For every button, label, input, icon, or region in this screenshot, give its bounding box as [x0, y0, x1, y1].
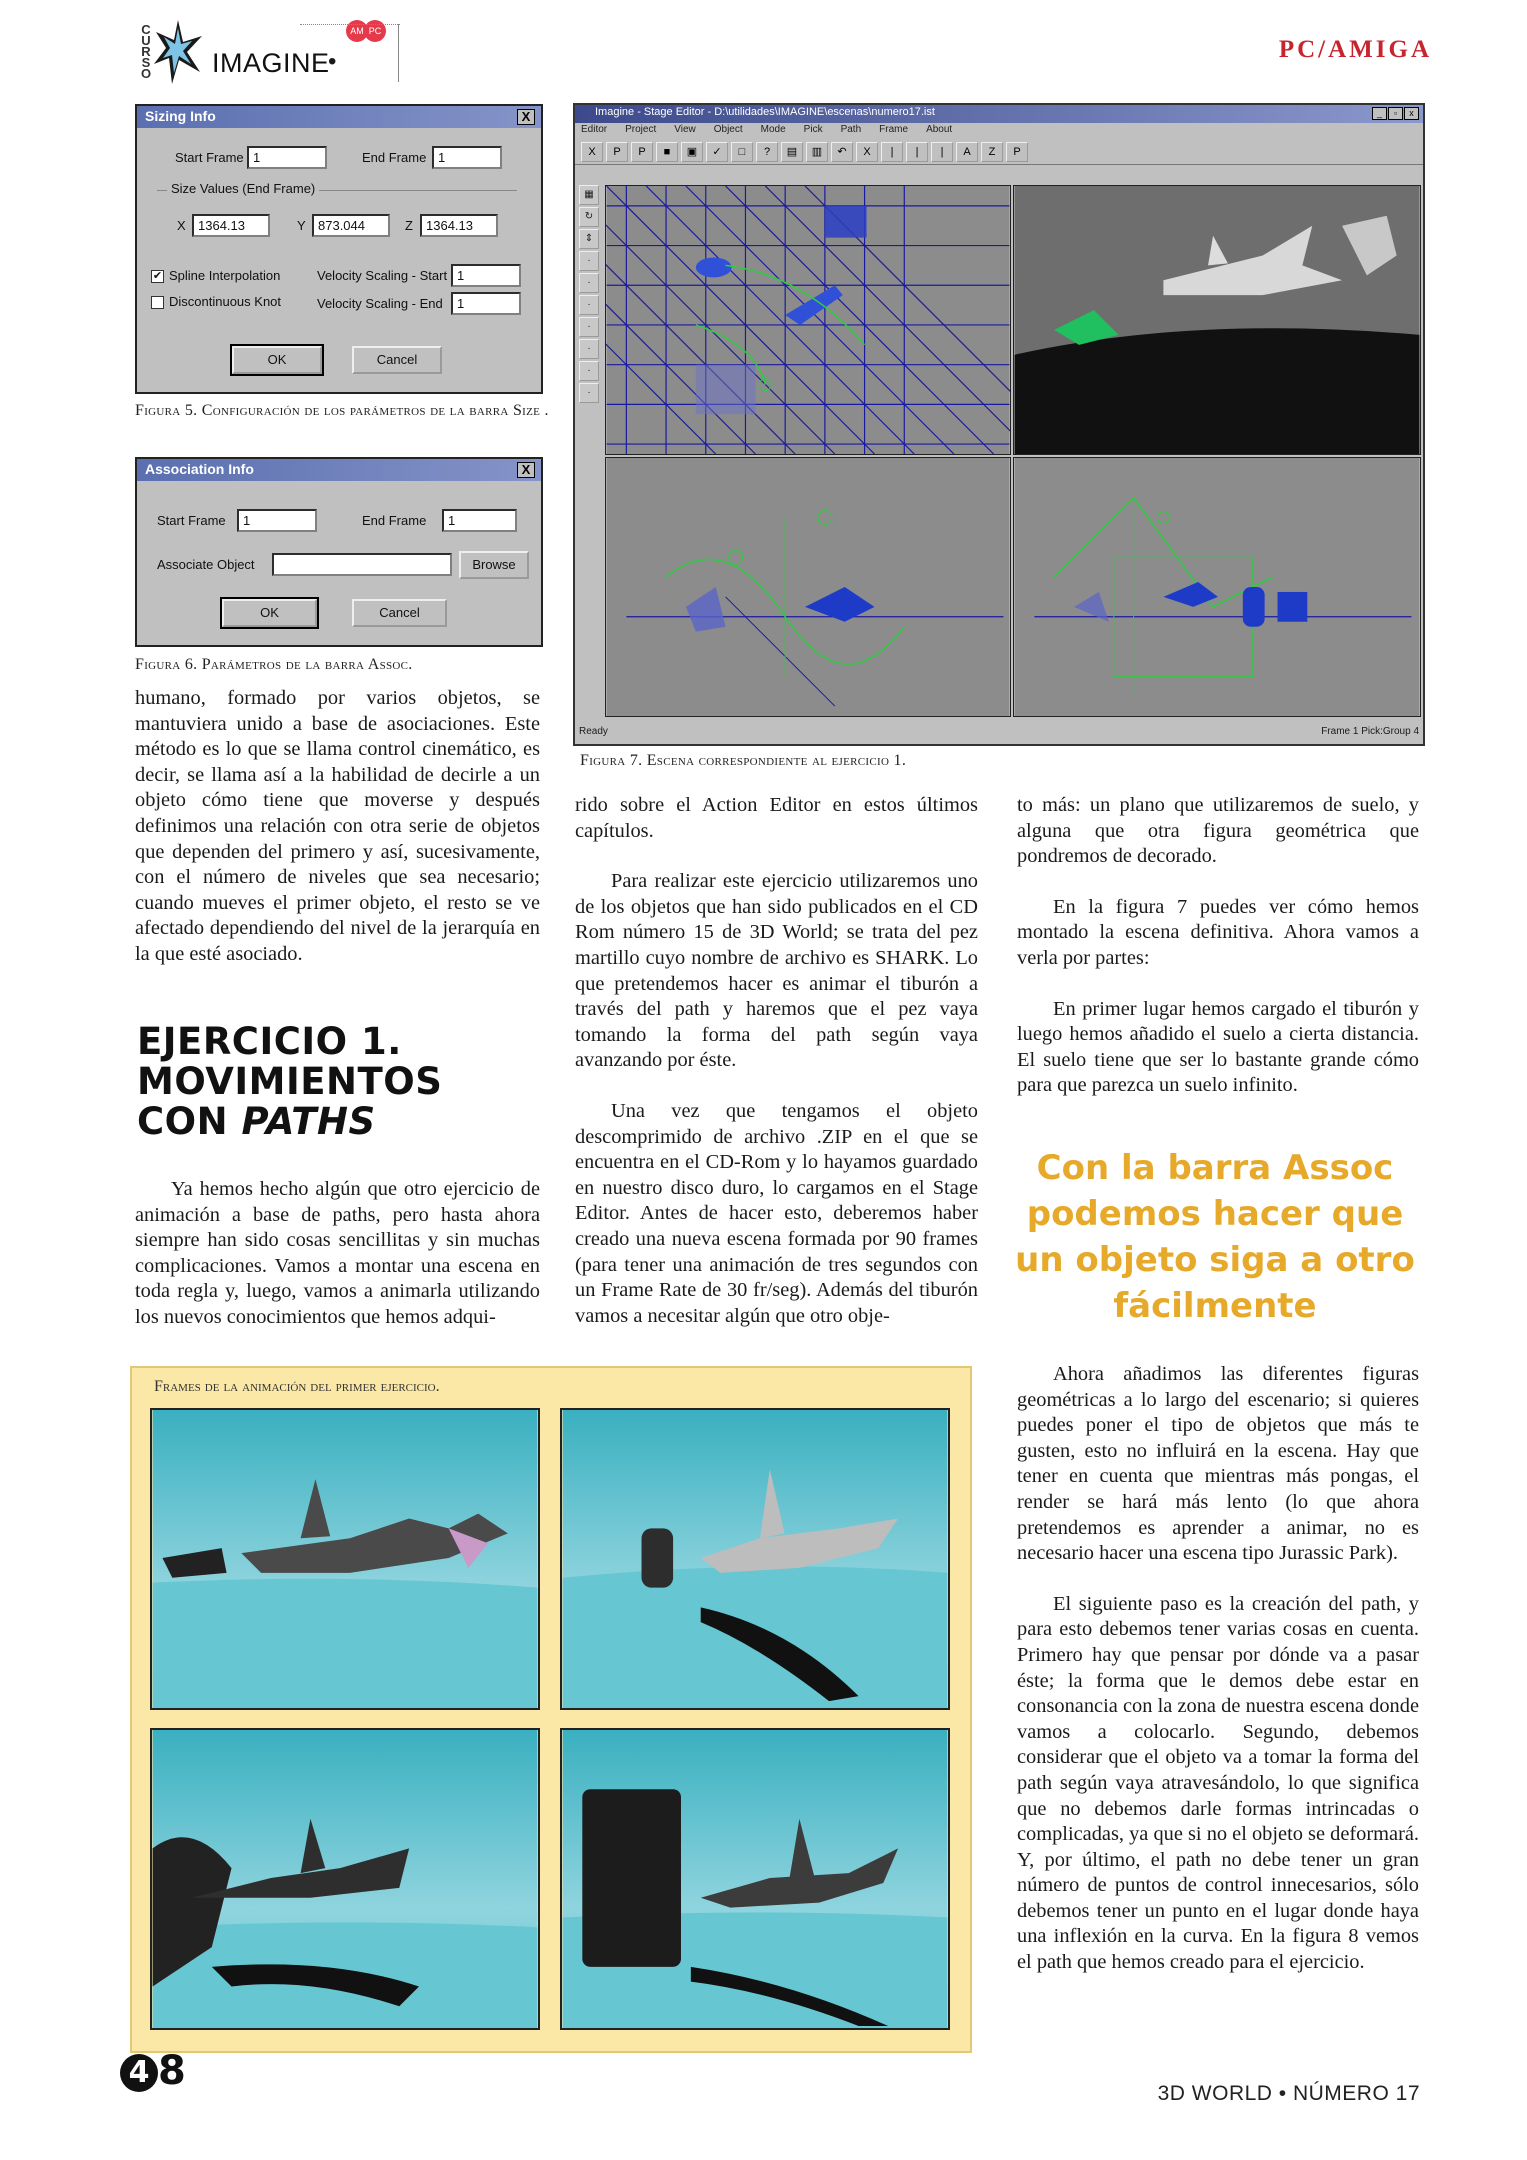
frames-caption: Frames de la animación del primer ejercicio.	[154, 1378, 440, 1395]
side-viewport[interactable]	[1013, 457, 1421, 717]
front-viewport[interactable]	[605, 457, 1011, 717]
menu-view[interactable]: View	[674, 124, 696, 135]
tool-undo[interactable]: ↶	[831, 142, 853, 162]
column-3-top	[1017, 793, 1419, 1124]
ok-button[interactable]: OK	[222, 599, 317, 627]
figure-5-caption: Figura 5. Configuración de los parámetros de la barra Size .	[135, 402, 549, 419]
paragraph: En la figura 7 puedes ver cómo hemos montado la escena definitiva. Ahora vamos a verla por partes:	[1017, 895, 1419, 969]
side-tool-move[interactable]: ▦	[579, 185, 599, 205]
end-frame-label: End Frame	[362, 513, 427, 528]
pull-quote: Con la barra Assoc podemos hacer que un objeto siga a otro fácilmente	[1015, 1148, 1415, 1326]
paragraph: Para realizar este ejercicio utilizaremos uno de los objetos que han sido publicados en el CD Rom número 15 de 3D World; se trata del pez martillo cuyo nombre de archivo es SHARK. Lo que pretendemos hacer es animar el tiburón a través del path y haremos que el pez vaya tomando la forma del path según vaya avanzando por éste.	[575, 870, 978, 1072]
sizing-info-dialog	[135, 104, 543, 394]
start-frame-label: Start Frame	[175, 150, 244, 165]
dialog-title-text: Sizing Info	[145, 108, 216, 124]
tool-sep1[interactable]: |	[881, 142, 903, 162]
associate-object-input[interactable]	[272, 553, 452, 576]
stage-editor-window	[573, 103, 1425, 746]
section-heading	[137, 1022, 467, 1142]
section-tag: PC/AMIGA	[1278, 36, 1432, 63]
figure-7-caption: Figura 7. Escena correspondiente al ejercicio 1.	[580, 752, 907, 769]
start-frame-label: Start Frame	[157, 513, 226, 528]
dialog-title	[137, 106, 541, 128]
pc-badge: PC	[364, 20, 386, 42]
spline-label: Spline Interpolation	[169, 268, 281, 283]
status-right: Frame 1 Pick:Group 4	[1321, 726, 1419, 737]
ok-button[interactable]: OK	[232, 346, 322, 374]
close-icon[interactable]: X	[517, 462, 535, 478]
start-frame-input[interactable]: 1	[247, 146, 327, 169]
perspective-viewport[interactable]	[1013, 185, 1421, 455]
stage-title-text: Imagine - Stage Editor - D:\utilidades\IMAGINE\escenas\numero17.ist	[595, 106, 935, 118]
size-values-label: Size Values (End Frame)	[167, 181, 319, 196]
x-label: X	[177, 218, 186, 233]
tool-zoom-in[interactable]: P	[606, 142, 628, 162]
paragraph: humano, formado por varios objetos, se mantuviera unido a base de asociaciones. Este método es lo que se llama control cinemático, es decir, se llama así a la habilidad de decirle a un objeto cómo tiene que moverse y después definimos una relación con otra serie de objetos que dependen del primero y así, sucesivamente, con el número de niveles que sea necesario; cuando mueves el primer objeto, el resto se ve afectado dependiendo del nivel de la jerarquía en la que esté asociado.	[135, 687, 540, 965]
heading-line-3	[137, 1102, 467, 1142]
dialog-title	[137, 459, 541, 481]
logo-word: IMAGINE	[212, 48, 330, 78]
logo-vrule	[398, 24, 399, 82]
minimize-icon[interactable]: _	[1372, 107, 1387, 120]
magazine-issue: 3D WORLD • NÚMERO 17	[1157, 2082, 1420, 2105]
tool-sep2[interactable]: |	[906, 142, 928, 162]
discontinuous-label: Discontinuous Knot	[169, 294, 282, 309]
x-size-input[interactable]: 1364.13	[192, 214, 270, 237]
menu-project[interactable]: Project	[625, 124, 657, 135]
menu-pick[interactable]: Pick	[803, 124, 823, 135]
side-tool-c[interactable]: ·	[579, 295, 599, 315]
associate-object-label: Associate Object	[157, 557, 255, 572]
cancel-button[interactable]: Cancel	[352, 599, 447, 627]
side-tool-f[interactable]: ·	[579, 361, 599, 381]
close-icon[interactable]: x	[1404, 107, 1419, 120]
side-tool-b[interactable]: ·	[579, 273, 599, 293]
frame-2	[560, 1408, 950, 1710]
discontinuous-knot-checkbox[interactable]	[151, 296, 164, 309]
tool-preview[interactable]: ▥	[806, 142, 828, 162]
paragraph: Una vez que tengamos el objeto descomprimido de archivo .ZIP en el que se encuentra en el CD-Rom y lo hayamos guardado en nuestro disco duro, lo cargamos en el Stage Editor. Antes de hacer esto, deberemos haber creado una nueva escena formada por 90 frames (para tener una animación de tres segundos con un Frame Rate de 30 fr/seg). Además del tiburón vamos a necesitar algún que otro obje-	[575, 1099, 978, 1327]
tool-delete[interactable]: X	[581, 142, 603, 162]
logo-star-icon	[152, 18, 204, 86]
column-3-bottom	[1017, 1362, 1419, 2001]
side-tool-e[interactable]: ·	[579, 339, 599, 359]
magazine-logo	[140, 18, 400, 98]
y-size-input[interactable]: 873.044	[312, 214, 390, 237]
stage-side-toolbar	[579, 185, 601, 405]
frame-4	[560, 1728, 950, 2030]
paragraph: Ya hemos hecho algún que otro ejercicio de animación a base de paths, pero hasta ahora siempre han sido cosas sencillitas y sin muchas complicaciones. Vamos a montar una escena en toda regla y, luego, vamos a animarla utilizando los nuevos conocimientos que hemos adqui-	[135, 1178, 540, 1328]
velocity-start-label: Velocity Scaling - Start	[317, 268, 448, 283]
stage-title-bar	[575, 105, 1423, 123]
heading-line-2: MOVIMIENTOS	[137, 1060, 443, 1103]
spline-interpolation-checkbox[interactable]: ✔	[152, 270, 163, 282]
top-viewport[interactable]	[605, 185, 1011, 455]
heading-line-1: EJERCICIO 1.	[137, 1020, 402, 1063]
heading-line-3a: CON	[137, 1100, 229, 1143]
frame-3	[150, 1728, 540, 2030]
end-frame-label: End Frame	[362, 150, 427, 165]
column-1-top	[135, 686, 540, 993]
tool-sep3[interactable]: |	[931, 142, 953, 162]
tool-frame[interactable]: □	[731, 142, 753, 162]
dialog-title-text: Association Info	[145, 461, 254, 477]
cancel-button[interactable]: Cancel	[352, 346, 442, 374]
side-tool-rotate[interactable]: ↻	[579, 207, 599, 227]
column-1-bottom	[135, 1177, 540, 1356]
paragraph: Ahora añadimos las diferentes figuras geométricas a lo largo del escenario; si quieres puedes poner el tipo de objetos que más te gusten, esto no influirá en la escena. Hay que tener en cuenta que mientras más pongas, el render se hará más lento (lo que ahora pretendemos es aprender a animar, no es necesario hacer una escena tipo Jurassic Park).	[1017, 1363, 1419, 1565]
logo-dot: •	[328, 48, 337, 75]
figure-6-caption: Figura 6. Parámetros de la barra Assoc.	[135, 656, 413, 673]
side-tool-scale[interactable]: ⇕	[579, 229, 599, 249]
tool-box[interactable]: ▣	[681, 142, 703, 162]
heading-line-3b: PATHS	[241, 1100, 376, 1143]
menu-object[interactable]: Object	[713, 124, 743, 135]
tool-cancel[interactable]: X	[856, 142, 878, 162]
page-number	[120, 2048, 186, 2094]
page-number-digit-2: 8	[158, 2048, 186, 2094]
menu-path[interactable]: Path	[840, 124, 862, 135]
close-icon[interactable]: X	[517, 109, 535, 125]
association-info-dialog	[135, 457, 543, 647]
paragraph: En primer lugar hemos cargado el tiburón y luego hemos añadido el suelo a cierta distancia. El suelo tiene que ser lo bastante grande cómo para que parezca un suelo infinito.	[1017, 997, 1419, 1097]
side-tool-a[interactable]: ·	[579, 251, 599, 271]
z-label: Z	[405, 218, 413, 233]
column-2	[575, 793, 978, 1354]
end-frame-input[interactable]: 1	[442, 509, 517, 532]
tool-help[interactable]: ?	[756, 142, 778, 162]
maximize-icon[interactable]: ▫	[1388, 107, 1403, 120]
side-tool-g[interactable]: ·	[579, 383, 599, 403]
tool-axis-a[interactable]: A	[956, 142, 978, 162]
y-label: Y	[297, 218, 306, 233]
z-size-input[interactable]: 1364.13	[420, 214, 498, 237]
paragraph: rido sobre el Action Editor en estos últimos capítulos.	[575, 794, 978, 842]
logo-vertical-text: C U R S O	[140, 22, 152, 81]
logo-rule	[300, 24, 400, 25]
tool-solid[interactable]: ■	[656, 142, 678, 162]
tool-zoom-out[interactable]: P	[631, 142, 653, 162]
menu-frame[interactable]: Frame	[879, 124, 909, 135]
paragraph: El siguiente paso es la creación del path, y para esto debemos tener varias cosas en cuenta. Primero hay que pensar por dónde va a pasar éste; la forma que le demos debe estar en consonancia con la zona de nuestra escena donde vamos a colocarlo. Segundo, debemos considerar que el objeto va a tomar la forma del path según vaya atravesándolo, lo que significa que no debemos darle formas intrincadas o complicadas, ya que si no el objeto se deformará. Y, por último, el path no debe tener un gran número de puntos de control innecesarios, sólo debemos tener un punto en el lugar donde haya una inflexión en la curva. En la figura 8 vemos el path que hemos creado para el ejercicio.	[1017, 1592, 1420, 1974]
velocity-start-input[interactable]: 1	[451, 264, 521, 287]
page-number-digit-1: 4	[120, 2054, 158, 2092]
status-left: Ready	[579, 726, 608, 737]
start-frame-input[interactable]: 1	[237, 509, 317, 532]
menu-about[interactable]: About	[926, 124, 953, 135]
tool-render[interactable]: ▤	[781, 142, 803, 162]
stage-menu-bar	[575, 123, 1423, 139]
side-tool-d[interactable]: ·	[579, 317, 599, 337]
menu-mode[interactable]: Mode	[760, 124, 786, 135]
animation-frames-panel	[130, 1366, 972, 2053]
stage-toolbar	[575, 139, 1423, 165]
amiga-badge: AM	[346, 20, 368, 42]
tool-check[interactable]: ✓	[706, 142, 728, 162]
frame-1	[150, 1408, 540, 1710]
browse-button[interactable]: Browse	[459, 551, 529, 579]
tool-axis-z[interactable]: Z	[981, 142, 1003, 162]
menu-editor[interactable]: Editor	[581, 124, 608, 135]
velocity-end-input[interactable]: 1	[451, 292, 521, 315]
tool-axis-p[interactable]: P	[1006, 142, 1028, 162]
stage-status-bar	[579, 726, 1419, 742]
velocity-end-label: Velocity Scaling - End	[317, 296, 443, 311]
paragraph: to más: un plano que utilizaremos de suelo, y alguna que otra figura geométrica que pondremos de decorado.	[1017, 794, 1419, 868]
end-frame-input[interactable]: 1	[432, 146, 502, 169]
